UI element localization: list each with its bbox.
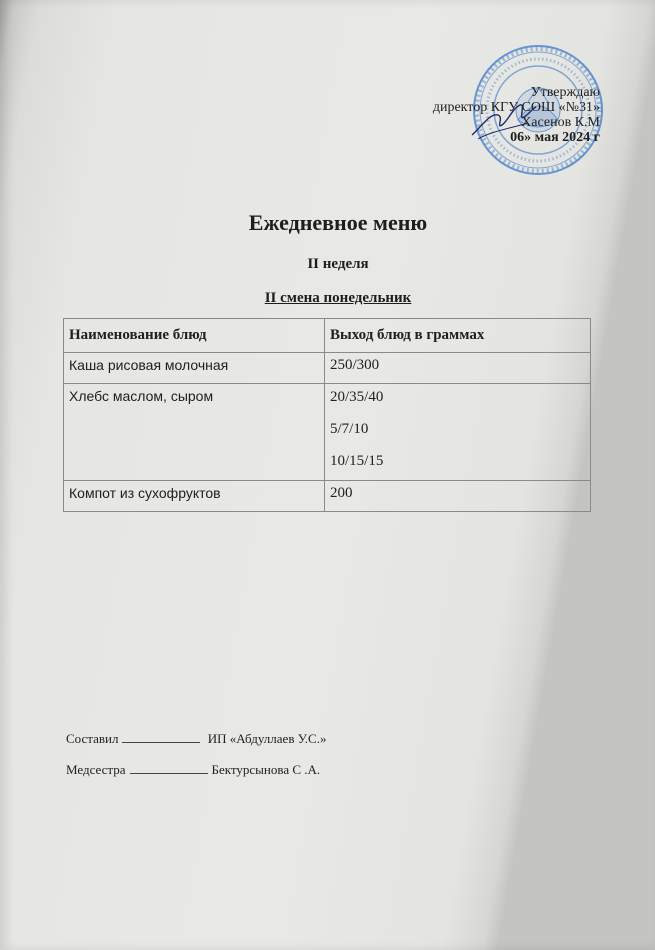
table-row	[64, 384, 591, 481]
approval-line-name: Хасенов К.М	[521, 115, 600, 130]
nurse-label: Медсестра	[66, 762, 126, 777]
compiled-by-line	[66, 731, 326, 747]
table-header-row	[64, 319, 591, 353]
approval-block	[340, 85, 600, 145]
menu-table	[63, 318, 591, 512]
dish-weight: 200	[325, 481, 591, 512]
dish-weight: 10/15/15	[330, 453, 384, 469]
nurse-name: Бектурсынова С .А.	[211, 762, 321, 777]
signature-blank	[130, 763, 208, 774]
compiled-by-name: ИП «Абдуллаев У.С.»	[207, 731, 327, 746]
approval-line-approve: Утверждаю	[530, 85, 600, 100]
dish-weight: 20/35/40	[330, 389, 384, 405]
signature-blank	[122, 732, 200, 743]
header-dish-name: Наименование блюд	[64, 319, 325, 353]
approval-line-date: 06» мая 2024 г	[510, 130, 600, 145]
dish-name: Хлебс маслом, сыром	[64, 384, 325, 481]
shift-heading: II смена понедельник	[264, 290, 412, 306]
dish-name: Каша рисовая молочная	[64, 353, 325, 384]
approval-line-director: директор КГУ СОШ «№31»	[432, 100, 600, 115]
header-weight: Выход блюд в граммах	[325, 319, 591, 353]
table-row	[64, 353, 591, 384]
dish-weight: 250/300	[325, 353, 591, 384]
compiled-by-label: Составил	[66, 731, 119, 746]
nurse-line	[66, 762, 320, 778]
table-row	[64, 481, 591, 512]
week-heading: II неделя	[307, 256, 369, 272]
dish-weight-cell	[325, 384, 591, 481]
document-title: Ежедневное меню	[248, 210, 428, 235]
dish-weight: 5/7/10	[330, 421, 369, 437]
dish-name: Компот из сухофруктов	[64, 481, 325, 512]
